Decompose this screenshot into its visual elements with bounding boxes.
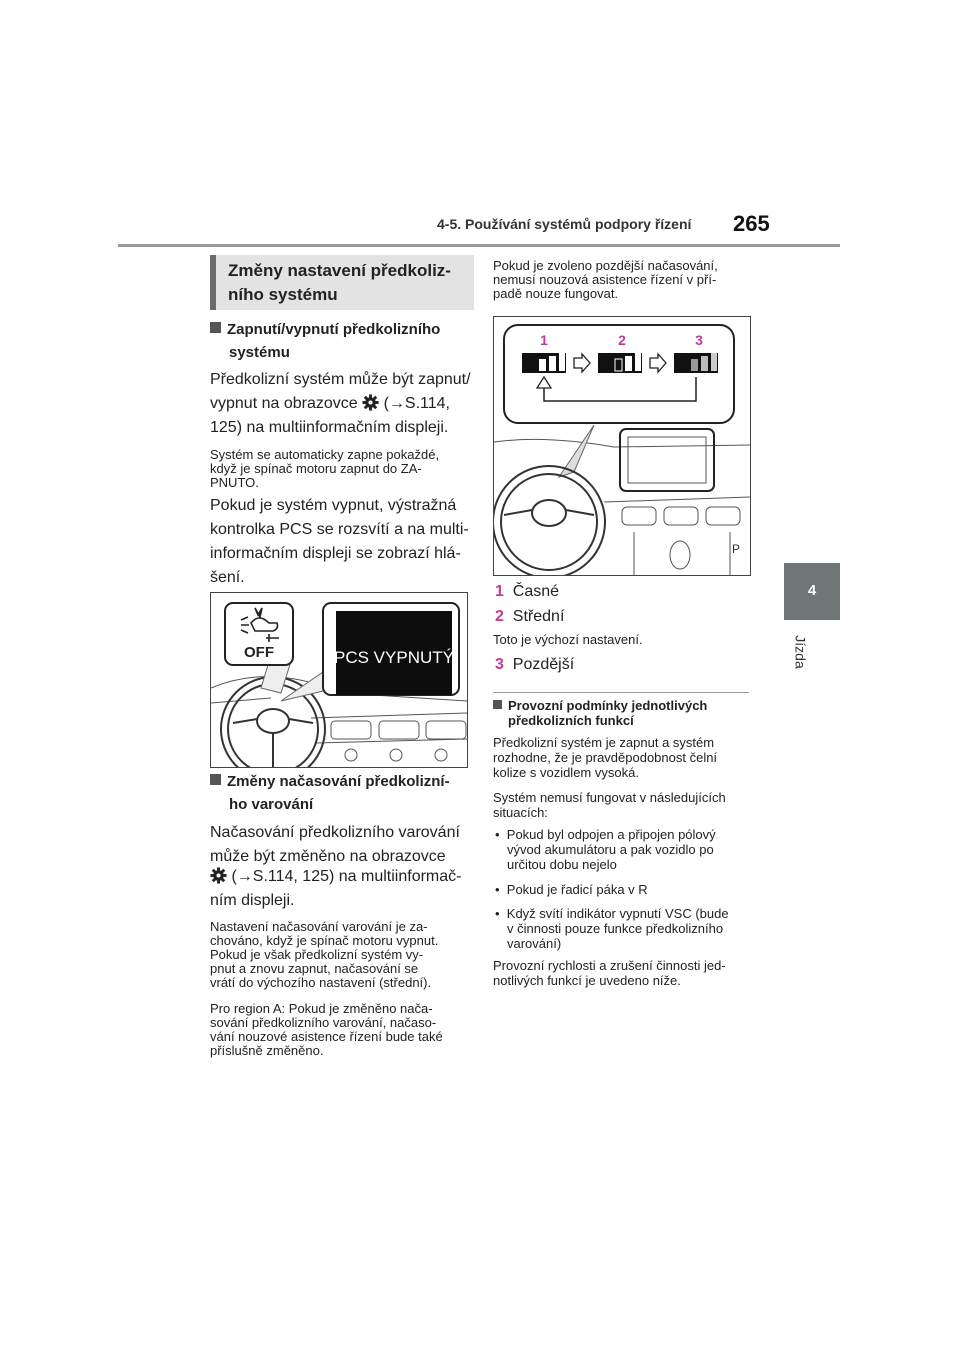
paragraph-3-line2: může být změněno na obrazovce — [210, 848, 446, 865]
small-note-1-line3: PNUTO. — [210, 475, 259, 490]
right-intro-line3: padě nouze fungovat. — [493, 286, 619, 301]
timing-label-2: 2 — [618, 332, 626, 348]
subheading-conditions-line2: předkolizních funkcí — [508, 713, 634, 728]
square-bullet-icon — [210, 774, 221, 785]
option-medium-note: Toto je výchozí nastavení. — [493, 632, 643, 647]
section-title-line1: Změny nastavení předkoliz- — [228, 261, 451, 280]
square-bullet-icon — [210, 322, 221, 333]
option-late: 3 Pozdější — [495, 656, 575, 673]
paragraph-4-line2: rozhodne, že je pravděpodobnost čelní — [493, 750, 718, 765]
section-title-line2: ního systému — [228, 285, 338, 304]
bullet-item-1-line2: vývod akumulátoru a pak vozidlo po — [507, 842, 714, 857]
paragraph-2-line2: kontrolka PCS se rozsvítí a na multi- — [210, 521, 469, 538]
timing-level-icon-early — [522, 353, 566, 373]
small-note-3-line4: příslušně změněno. — [210, 1043, 324, 1058]
chapter-tab-number: 4 — [807, 582, 817, 599]
display-screen-text: PCS VYPNUTÝ — [334, 648, 454, 667]
divider — [493, 692, 749, 693]
chapter-tab — [784, 563, 840, 620]
small-note-2-line1: Nastavení načasování varování je za- — [210, 919, 428, 934]
chapter-tab-label: Jízda — [792, 635, 809, 669]
paragraph-1-line2: vypnut na obrazovce (→S.114, — [210, 395, 450, 412]
settings-gear-icon — [362, 394, 379, 411]
small-note-1-line2: když je spínač motoru zapnut do ZA- — [210, 461, 422, 476]
small-note-3-line3: vání nouzové asistence řízení bude také — [210, 1029, 443, 1044]
figure-pcs-off — [210, 592, 468, 768]
section-title-box — [210, 255, 474, 310]
paragraph-6-line2: notlivých funkcí je uvedeno níže. — [493, 973, 681, 988]
paragraph-4-line3: kolize s vozidlem vysoká. — [493, 765, 639, 780]
header-divider — [118, 244, 840, 247]
timing-label-3: 3 — [695, 332, 703, 348]
running-header-section: 4-5. Používání systémů podpory řízení — [437, 216, 692, 232]
bullet-item-2: • Pokud je řadicí páka v R — [495, 882, 648, 897]
subheading-conditions: Provozní podmínky jednotlivých — [493, 698, 707, 713]
paragraph-5-line2: situacích: — [493, 805, 548, 820]
dashboard-illustration-1 — [211, 593, 467, 767]
paragraph-2-line3: informačním displeji se zobrazí hlá- — [210, 545, 461, 562]
bullet-item-3-line2: v činnosti pouze funkce předkolizního — [507, 921, 724, 936]
paragraph-2-line1: Pokud je systém vypnut, výstražná — [210, 497, 457, 514]
timing-illustration — [494, 317, 750, 575]
option-medium: 2 Střední — [495, 608, 565, 625]
figure-timing-settings — [493, 316, 751, 576]
small-note-2-line3: Pokud je však předkolizní systém vy- — [210, 947, 424, 962]
small-note-2-line2: chováno, když je spínač motoru vypnut. — [210, 933, 439, 948]
paragraph-2-line4: šení. — [210, 569, 245, 586]
paragraph-3-line3: (→S.114, 125) na multiinformač- — [210, 864, 461, 889]
bullet-item-1: • Pokud byl odpojen a připojen pólový — [495, 827, 716, 842]
chapter-tab-label-box — [790, 632, 830, 672]
subheading-on-off-line2: systému — [229, 344, 290, 361]
settings-gear-icon — [210, 867, 227, 884]
bullet-item-1-line3: určitou dobu nejelo — [507, 857, 617, 872]
paragraph-3-line4: ním displeji. — [210, 892, 295, 909]
option-early: 1 Časné — [495, 583, 560, 600]
page-number: 265 — [733, 211, 770, 236]
right-intro-line1: Pokud je zvoleno pozdější načasování, — [493, 258, 718, 273]
paragraph-1-line3: 125) na multiinformačním displeji. — [210, 419, 449, 436]
svg-text:P: P — [732, 542, 741, 556]
small-note-1-line1: Systém se automaticky zapne pokaždé, — [210, 447, 440, 462]
paragraph-4-line1: Předkolizní systém je zapnut a systém — [493, 735, 715, 750]
subheading-on-off: Zapnutí/vypnutí předkolizního — [210, 321, 440, 338]
small-note-3-line2: sování předkolizního varování, načaso- — [210, 1015, 437, 1030]
bullet-item-3: • Když svítí indikátor vypnutí VSC (bude — [495, 906, 729, 921]
subheading-timing-line2: ho varování — [229, 796, 314, 813]
small-note-2-line5: vrátí do výchozího nastavení (střední). — [210, 975, 432, 990]
pcs-off-icon-label: OFF — [244, 644, 274, 661]
timing-level-icon-late — [674, 353, 718, 373]
timing-level-icon-medium — [598, 353, 642, 373]
paragraph-5-line1: Systém nemusí fungovat v následujících — [493, 790, 726, 805]
timing-label-1: 1 — [540, 332, 548, 348]
paragraph-6-line1: Provozní rychlosti a zrušení činnosti jed- — [493, 958, 726, 973]
paragraph-3-line1: Načasování předkolizního varování — [210, 824, 460, 841]
bullet-item-3-line3: varování) — [507, 936, 562, 951]
right-intro-line2: nemusí nouzová asistence řízení v pří- — [493, 272, 717, 287]
small-note-3-line1: Pro region A: Pokud je změněno nača- — [210, 1001, 433, 1016]
subheading-timing: Změny načasování předkolizní- — [210, 773, 450, 790]
small-note-2-line4: pnut a znovu zapnut, načasování se — [210, 961, 419, 976]
paragraph-1-line1: Předkolizní systém může být zapnut/ — [210, 371, 471, 388]
square-bullet-icon — [493, 700, 502, 709]
